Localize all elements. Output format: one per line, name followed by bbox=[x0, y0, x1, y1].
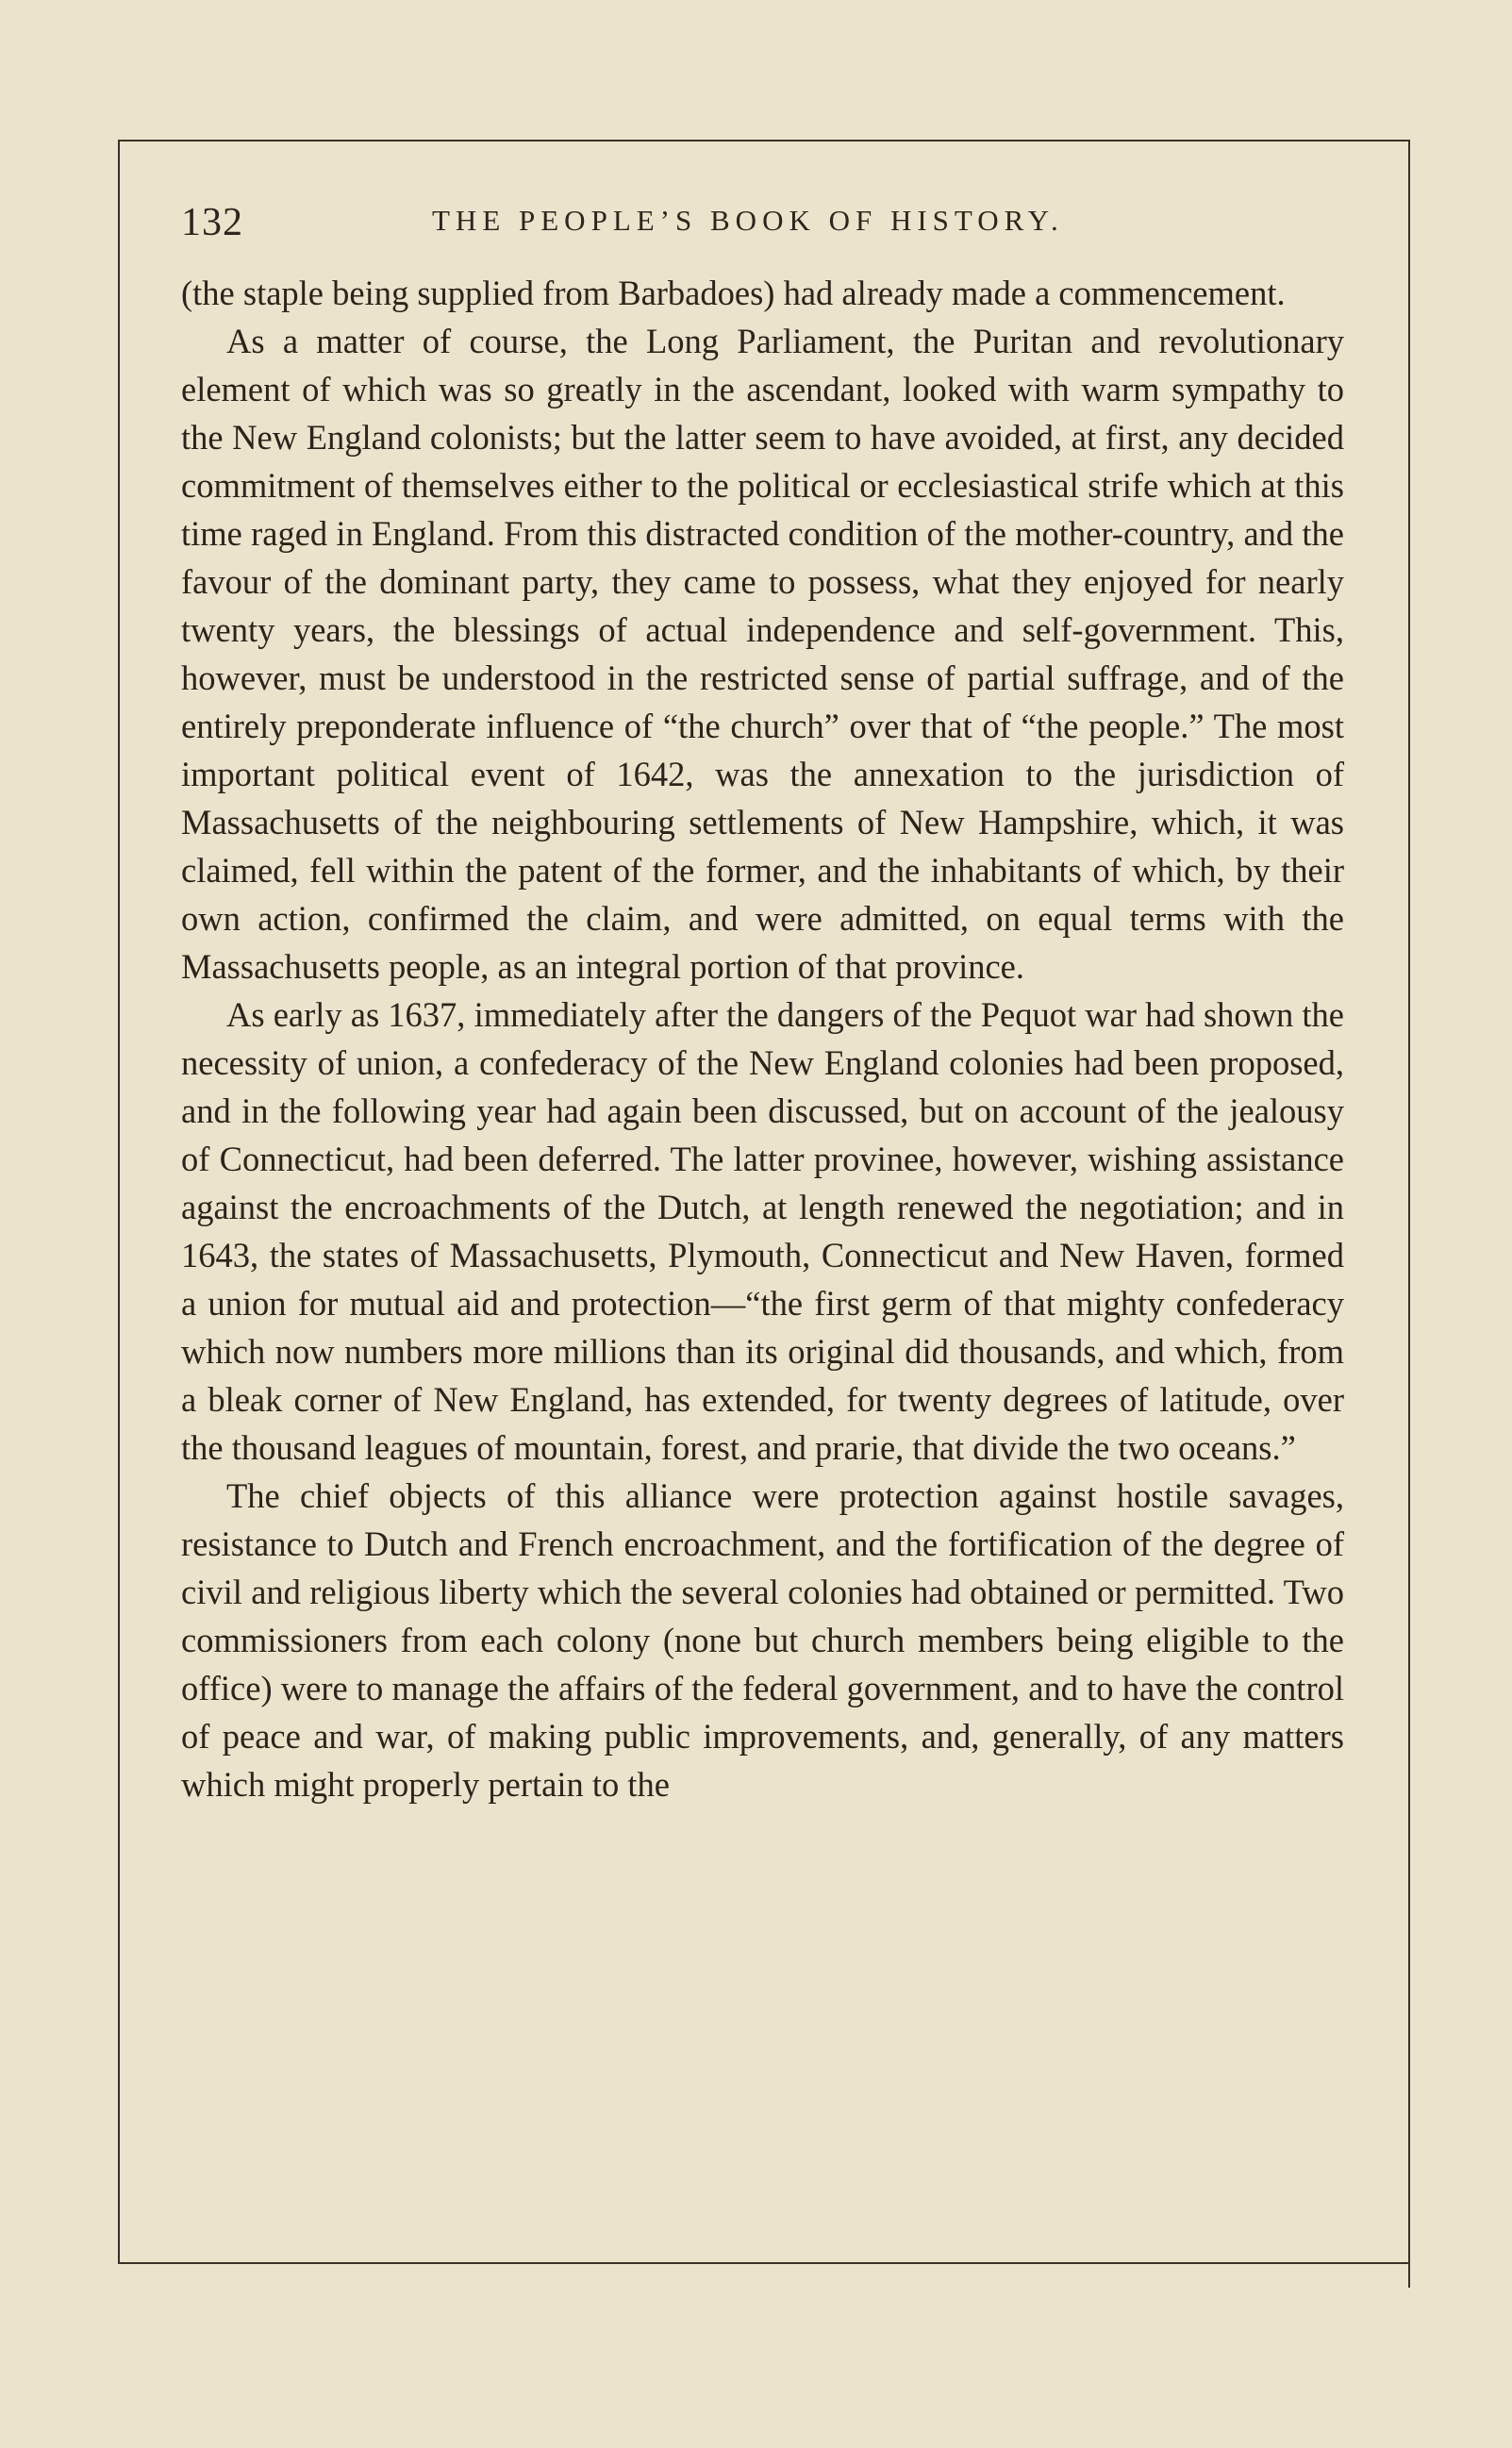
body-text bbox=[181, 269, 1344, 1808]
page-frame-bottom-rule bbox=[118, 2262, 1410, 2264]
page-frame-tail-rule bbox=[1408, 2259, 1410, 2288]
page-frame-left-rule bbox=[118, 140, 120, 2264]
paragraph-3: As early as 1637, immediately after the dangers of the Pequot war had shown the necessity of union, a confederacy of the New England colonies had been proposed, and in the following year had again been discussed, but on account of the jealousy of Connecticut, had been deferred. The latter provinee, however, wishing assistance against the encroachments of the Dutch, at length renewed the negotiation; and in 1643, the states of Massachusetts, Plymouth, Connecticut and New Haven, formed a union for mutual aid and protection—“the first germ of that mighty confederacy which now numbers more millions than its original did thousands, and which, from a bleak corner of New England, has extended, for twenty degrees of latitude, over the thousand leagues of mountain, forest, and prarie, that divide the two oceans.” bbox=[181, 995, 1344, 1467]
paragraph-4: The chief objects of this alliance were protection against hostile savages, resistance to Dutch and French encroachment, and the fortification of the degree of civil and religious liberty which the several colonies had obtained or permitted. Two commissioners from each colony (none but church members being eligible to the office) were to manage the affairs of the federal government, and to have the control of peace and war, of making public improvements, and, generally, of any matters which might properly pertain to the bbox=[181, 1476, 1344, 1804]
page-number: 132 bbox=[181, 201, 243, 244]
page-frame-right-rule bbox=[1408, 140, 1410, 2264]
running-title: THE PEOPLE’S BOOK OF HISTORY. bbox=[432, 204, 1064, 237]
running-head bbox=[181, 196, 1341, 253]
page-frame-top-rule bbox=[118, 140, 1410, 142]
paragraph-1: (the staple being supplied from Barbadoes) had already made a commencement. bbox=[181, 274, 1286, 312]
paragraph-2: As a matter of course, the Long Parliament, the Puritan and revolutionary element of which was so greatly in the ascendant, looked with warm sympathy to the New England colonists; but the latter seem to have avoided, at first, any decided commitment of themselves either to the political or ecclesiastical strife which at this time raged in England. From this distracted condition of the mother-country, and the favour of the dominant party, they came to possess, what they enjoyed for nearly twenty years, the blessings of actual independence and self-government. This, however, must be understood in the restricted sense of partial suffrage, and of the entirely preponderate influence of “the church” over that of “the people.” The most important political event of 1642, was the annexation to the jurisdiction of Massachusetts of the neighbouring settlements of New Hampshire, which, it was claimed, fell within the patent of the former, and the inhabitants of which, by their own action, confirmed the claim, and were admitted, on equal terms with the Massachusetts people, as an integral portion of that province. bbox=[181, 322, 1344, 986]
